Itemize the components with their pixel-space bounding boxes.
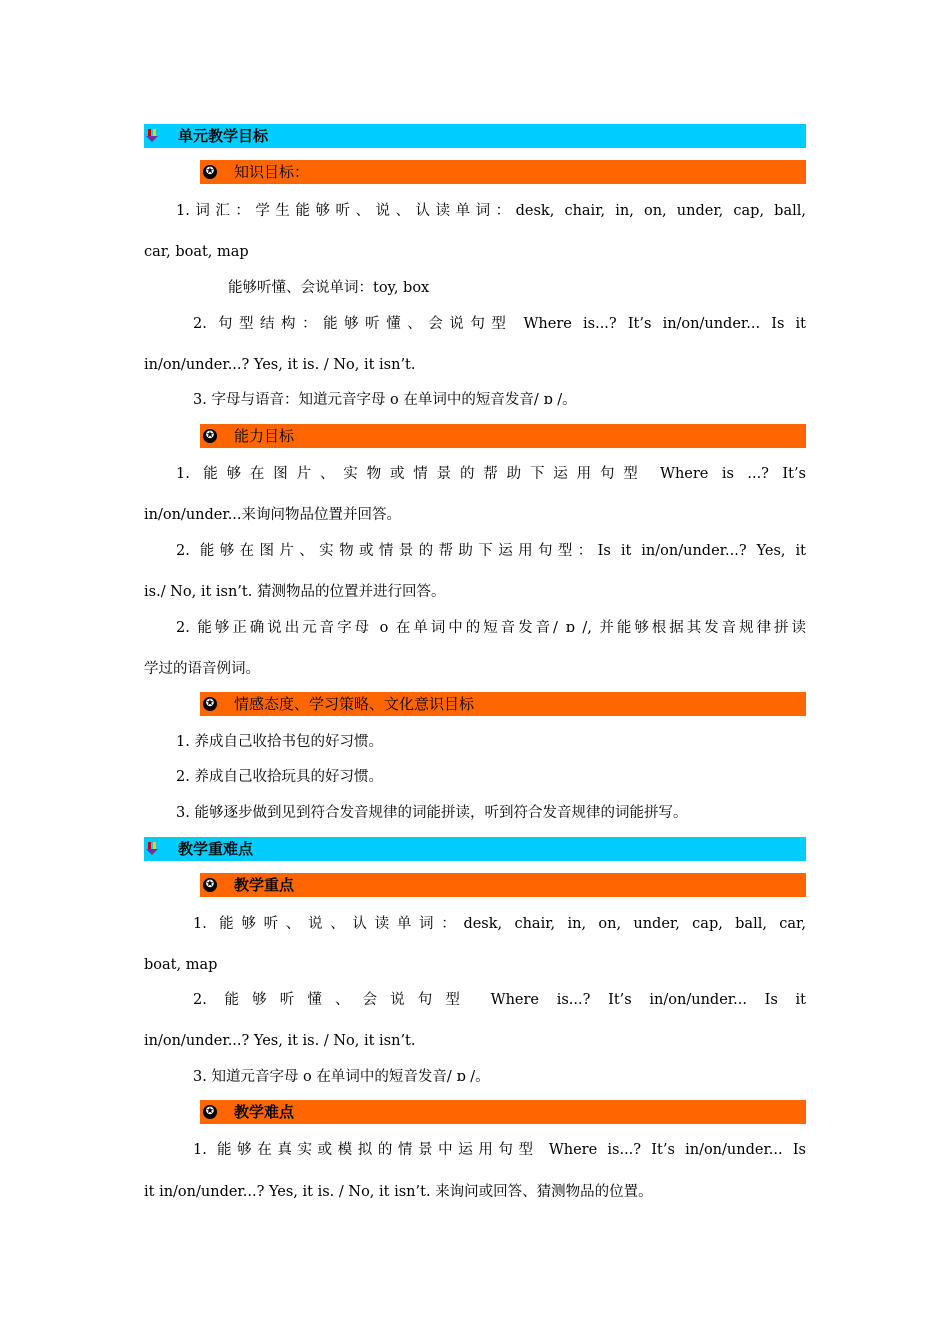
star-bullet-icon: ✪	[203, 1105, 217, 1119]
subsection-title: 情感态度、学习策略、文化意识目标	[234, 695, 475, 713]
subsection-header-difficulty	[200, 1100, 806, 1124]
paragraph-line: 3. 字母与语音：知道元音字母 o 在单词中的短音发音/ ɒ /。	[193, 392, 577, 408]
paragraph-line: 1. 能够听、说、认读单词：desk, chair, in, on, under, cap, ball, car,	[193, 916, 806, 932]
subsection-header-focus	[200, 873, 806, 897]
paragraph-line: boat, map	[144, 957, 218, 973]
paragraph-line: 能够听懂、会说单词：toy, box	[228, 280, 430, 296]
paragraph-line: 1. 能够在真实或模拟的情景中运用句型 Where is...? It’s in/on/under... Is	[193, 1142, 806, 1158]
subsection-title: 知识目标：	[234, 163, 310, 181]
subsection-title: 教学难点	[234, 1103, 295, 1121]
paragraph-line: 1.词汇：学生能够听、说、认读单词：desk, chair, in, on, under, cap, ball,	[176, 203, 806, 219]
paragraph-line: in/on/under...来询问物品位置并回答。	[144, 507, 402, 523]
paragraph-line: in/on/under...? Yes, it is. / No, it isn’t.	[144, 1033, 416, 1049]
paragraph-line: car, boat, map	[144, 244, 249, 260]
paragraph-line: 2. 能够听懂、会说句型 Where is...? It’s in/on/under... Is it	[193, 992, 806, 1008]
section-title: 单元教学目标	[178, 127, 269, 145]
star-bullet-icon: ✪	[203, 429, 217, 443]
subsection-header-knowledge	[200, 160, 806, 184]
paragraph-line: 2. 养成自己收拾玩具的好习惯。	[176, 769, 383, 785]
paragraph-line: 1. 能够在图片、实物或情景的帮助下运用句型 Where is ...? It’s	[176, 466, 806, 482]
paragraph-line: 3. 能够逐步做到见到符合发音规律的词能拼读，听到符合发音规律的词能拼写。	[176, 805, 688, 821]
subsection-header-attitude	[200, 692, 806, 716]
subsection-header-ability	[200, 424, 806, 448]
subsection-title: 能力目标	[234, 427, 295, 445]
section-header-key-points	[144, 837, 806, 861]
paragraph-line: 2. 句型结构：能够听懂、会说句型 Where is...? It’s in/on/under... Is it	[193, 316, 806, 332]
down-arrow-icon	[146, 842, 160, 856]
paragraph-line: in/on/under...? Yes, it is. / No, it isn’t.	[144, 357, 416, 373]
star-bullet-icon: ✪	[203, 878, 217, 892]
paragraph-line: 3. 知道元音字母 o 在单词中的短音发音/ ɒ /。	[193, 1069, 490, 1085]
paragraph-line: it in/on/under...? Yes, it is. / No, it isn’t. 来询问或回答、猜测物品的位置。	[144, 1184, 653, 1200]
paragraph-line: 2. 能够正确说出元音字母 o 在单词中的短音发音/ ɒ /, 并能够根据其发音规律拼读	[176, 620, 806, 636]
section-header-unit-goals	[144, 124, 806, 148]
down-arrow-icon	[146, 129, 160, 143]
subsection-title: 教学重点	[234, 876, 295, 894]
section-title: 教学重难点	[178, 840, 254, 858]
star-bullet-icon: ✪	[203, 697, 217, 711]
paragraph-line: 2. 能够在图片、实物或情景的帮助下运用句型：Is it in/on/under...? Yes, it	[176, 543, 806, 559]
star-bullet-icon: ✪	[203, 165, 217, 179]
paragraph-line: is./ No, it isn’t. 猜测物品的位置并进行回答。	[144, 584, 446, 600]
paragraph-line: 学过的语音例词。	[144, 661, 260, 677]
paragraph-line: 1. 养成自己收拾书包的好习惯。	[176, 734, 383, 750]
